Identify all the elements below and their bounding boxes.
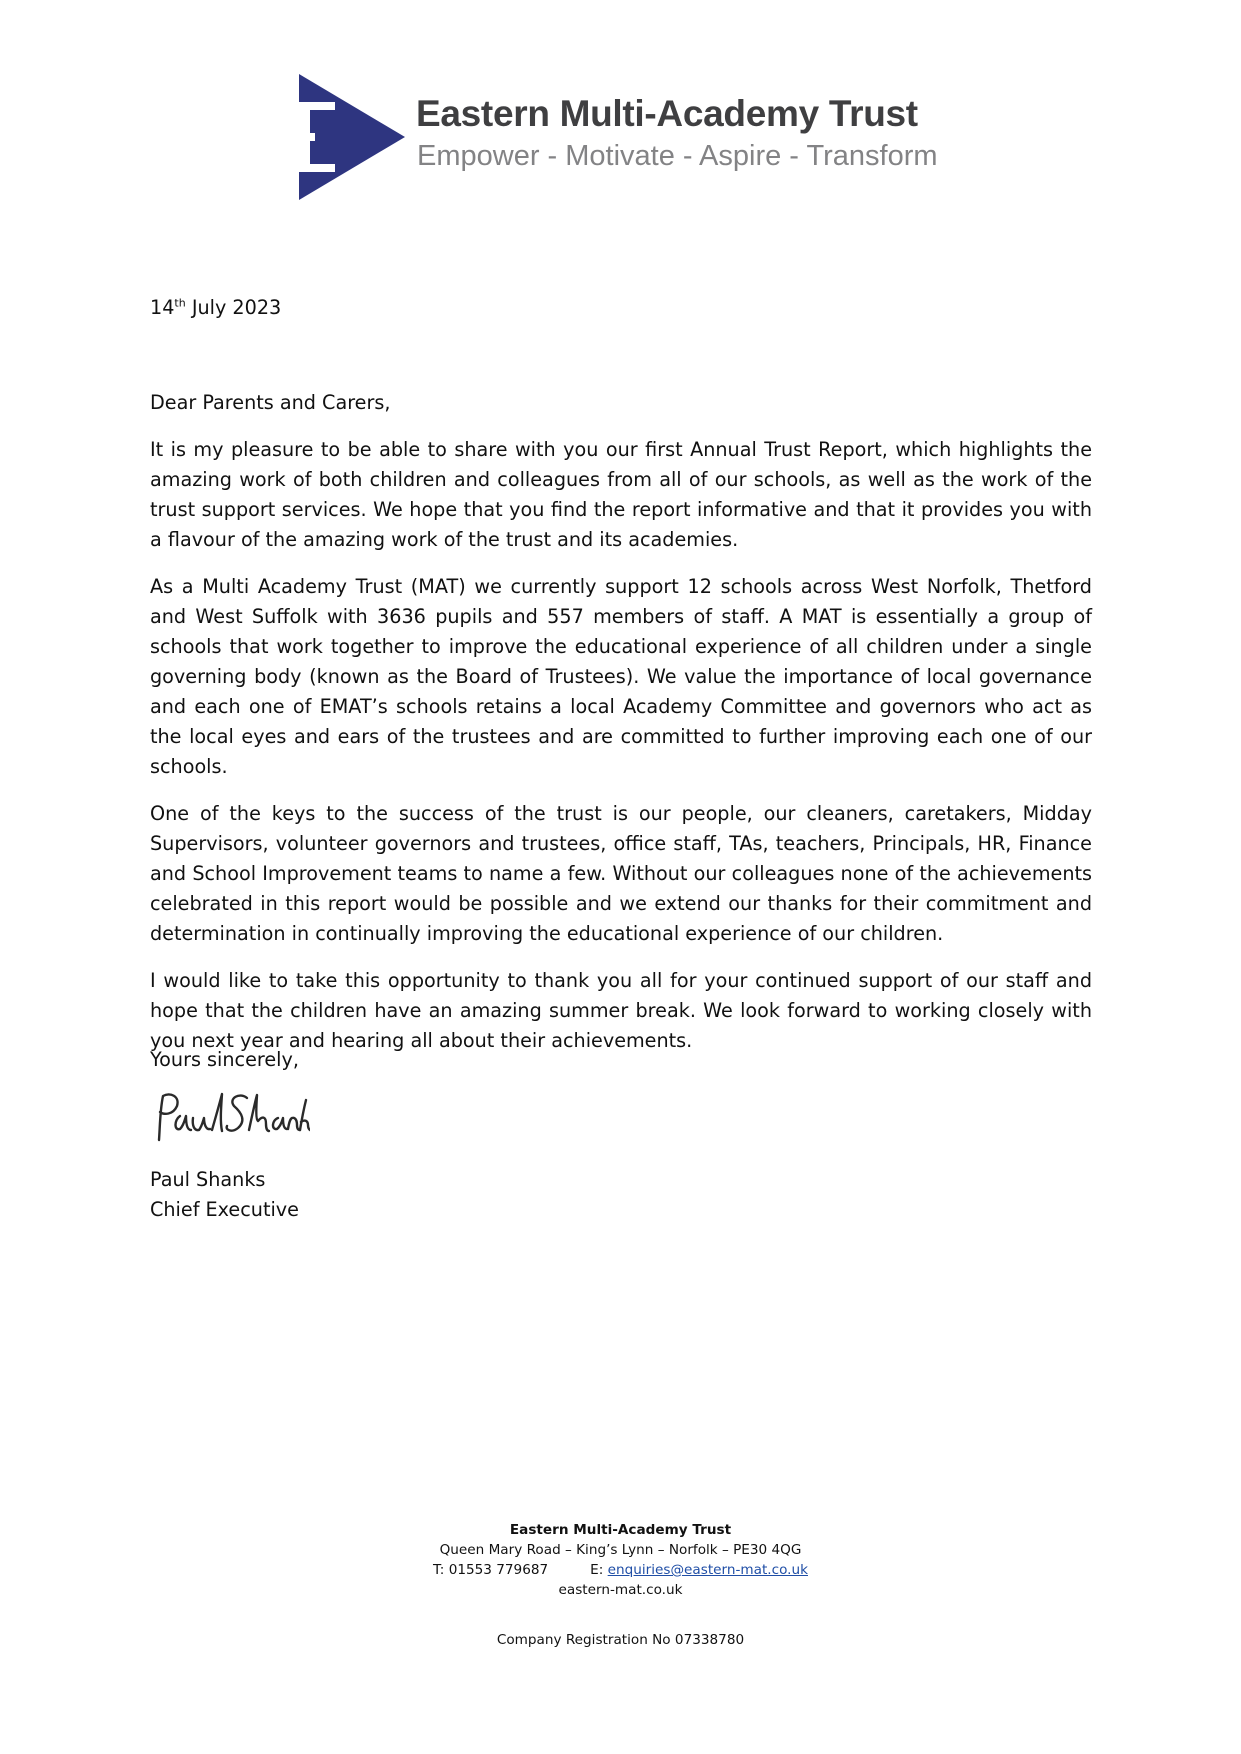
signature	[150, 1088, 310, 1154]
footer-email-label: E:	[590, 1562, 608, 1578]
footer-registration: Company Registration No 07338780	[496, 1632, 745, 1648]
date-suffix: th	[174, 296, 186, 310]
signatory-name: Paul Shanks	[150, 1168, 266, 1191]
footer-contact	[0, 1560, 1241, 1580]
trust-logo	[295, 74, 938, 200]
salutation: Dear Parents and Carers,	[150, 391, 391, 414]
logo-tagline: Empower - Motivate - Aspire - Transform	[417, 140, 938, 172]
date-month-year: July 2023	[185, 296, 282, 319]
footer-email-link[interactable]: enquiries@eastern-mat.co.uk	[607, 1562, 808, 1578]
date-day: 14	[150, 296, 175, 319]
emat-arrow-logo-icon	[295, 74, 407, 200]
footer-phone: T: 01553 779687	[432, 1562, 549, 1578]
paragraph-thanks: I would like to take this opportunity to thank you all for your continued support of our staff and hope that the children have an amazing summer break. We look forward to working closely with you next year and hearing all about their achievements.	[150, 969, 1092, 1052]
footer-website: eastern-mat.co.uk	[558, 1582, 683, 1598]
signatory-role: Chief Executive	[150, 1198, 299, 1221]
logo-title: Eastern Multi-Academy Trust	[416, 93, 918, 134]
closing: Yours sincerely,	[150, 1048, 299, 1071]
paragraph-mat-overview: As a Multi Academy Trust (MAT) we currently support 12 schools across West Norfolk, Thetford and West Suffolk with 3636 pupils and 557 members of staff. A MAT is essentially a group of schools that work together to improve the educational experience of all children under a single governing body (known as the Board of Trustees). We value the importance of local governance and each one of EMAT’s schools retains a local Academy Committee and governors who act as the local eyes and ears of the trustees and are committed to further improving each one of our schools.	[150, 575, 1092, 778]
footer-address: Queen Mary Road – King’s Lynn – Norfolk – PE30 4QG	[439, 1542, 802, 1558]
footer-org-name: Eastern Multi-Academy Trust	[509, 1522, 732, 1538]
letter-date	[150, 293, 1092, 323]
paragraph-people: One of the keys to the success of the trust is our people, our cleaners, caretakers, Midday Supervisors, volunteer governors and trustees, office staff, TAs, teachers, Principals, HR, Finance and School Improvement teams to name a few. Without our colleagues none of the achievements celebrated in this report would be possible and we extend our thanks for their commitment and determination in continually improving the educational experience of our children.	[150, 802, 1092, 945]
letter-body	[150, 435, 1092, 1073]
paragraph-intro: It is my pleasure to be able to share with you our first Annual Trust Report, which highlights the amazing work of both children and colleagues from all of our schools, as well as the work of the trust support services. We hope that you find the report informative and that it provides you with a flavour of the amazing work of the trust and its academies.	[150, 438, 1092, 551]
